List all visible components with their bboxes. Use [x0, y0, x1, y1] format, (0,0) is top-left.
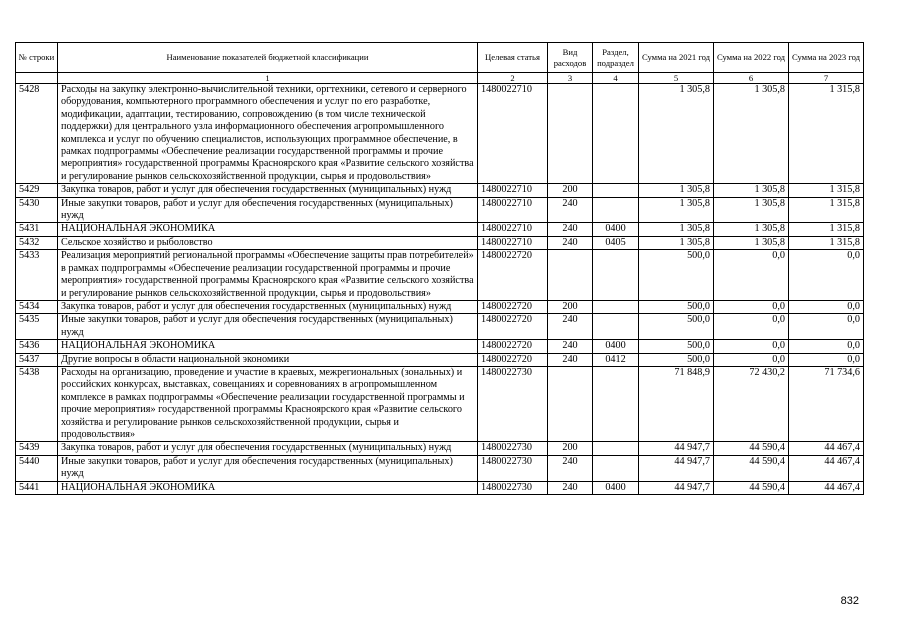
- sum-2023-cell: 1 315,8: [789, 223, 864, 236]
- sum-2023-cell: 1 315,8: [789, 84, 864, 184]
- header-kind: Вид расходов: [548, 43, 593, 73]
- sum-2022-cell: 44 590,4: [714, 481, 789, 494]
- column-number: 3: [548, 73, 593, 84]
- sum-2022-cell: 0,0: [714, 250, 789, 301]
- row-number-cell: 5437: [16, 353, 58, 366]
- sum-2021-cell: 44 947,7: [639, 442, 714, 455]
- sum-2022-cell: 0,0: [714, 314, 789, 340]
- column-number: 1: [58, 73, 478, 84]
- page-number: 832: [840, 595, 859, 607]
- target-article-cell: 1480022730: [478, 442, 548, 455]
- sum-2023-cell: 71 734,6: [789, 366, 864, 441]
- sum-2021-cell: 500,0: [639, 300, 714, 313]
- indicator-name-cell: НАЦИОНАЛЬНАЯ ЭКОНОМИКА: [58, 481, 478, 494]
- header-row-no: № строки: [16, 43, 58, 73]
- table-row: [16, 84, 864, 184]
- sum-2022-cell: 0,0: [714, 340, 789, 353]
- sum-2023-cell: 0,0: [789, 340, 864, 353]
- sum-2021-cell: 500,0: [639, 250, 714, 301]
- header-sum-2023: Сумма на 2023 год: [789, 43, 864, 73]
- indicator-name-cell: Реализация мероприятий региональной программы «Обеспечение защиты прав потребителей» в рамках подпрограммы «Обеспечение реализации государственной программы и прочие мероприятия» государственной программы Красноярского края «Развитие сельского хозяйства и регулирование рынков сельскохозяйственной продукции, сырья и продовольствия»: [58, 250, 478, 301]
- sum-2022-cell: 44 590,4: [714, 442, 789, 455]
- sum-2021-cell: 71 848,9: [639, 366, 714, 441]
- sum-2022-cell: 1 305,8: [714, 197, 789, 223]
- expense-kind-cell: 200: [548, 300, 593, 313]
- expense-kind-cell: 200: [548, 184, 593, 197]
- section-cell: [593, 442, 639, 455]
- table-row: [16, 442, 864, 455]
- sum-2023-cell: 44 467,4: [789, 481, 864, 494]
- indicator-name-cell: НАЦИОНАЛЬНАЯ ЭКОНОМИКА: [58, 340, 478, 353]
- indicator-name-cell: Иные закупки товаров, работ и услуг для обеспечения государственных (муниципальных) нужд: [58, 455, 478, 481]
- column-number: 4: [593, 73, 639, 84]
- expense-kind-cell: [548, 366, 593, 441]
- table-row: [16, 353, 864, 366]
- expense-kind-cell: 240: [548, 314, 593, 340]
- section-cell: 0400: [593, 223, 639, 236]
- sum-2023-cell: 0,0: [789, 250, 864, 301]
- sum-2023-cell: 1 315,8: [789, 184, 864, 197]
- target-article-cell: 1480022710: [478, 236, 548, 249]
- section-cell: 0400: [593, 340, 639, 353]
- expense-kind-cell: 240: [548, 223, 593, 236]
- target-article-cell: 1480022730: [478, 366, 548, 441]
- expense-kind-cell: 240: [548, 353, 593, 366]
- table-row: [16, 340, 864, 353]
- target-article-cell: 1480022720: [478, 314, 548, 340]
- indicator-name-cell: Закупка товаров, работ и услуг для обеспечения государственных (муниципальных) нужд: [58, 184, 478, 197]
- sum-2023-cell: 0,0: [789, 314, 864, 340]
- target-article-cell: 1480022730: [478, 455, 548, 481]
- sum-2021-cell: 1 305,8: [639, 197, 714, 223]
- column-number: 2: [478, 73, 548, 84]
- row-number-cell: 5440: [16, 455, 58, 481]
- header-section: Раздел, подраздел: [593, 43, 639, 73]
- indicator-name-cell: Иные закупки товаров, работ и услуг для обеспечения государственных (муниципальных) нужд: [58, 314, 478, 340]
- row-number-cell: 5430: [16, 197, 58, 223]
- row-number-cell: 5438: [16, 366, 58, 441]
- table-row: [16, 236, 864, 249]
- section-cell: [593, 250, 639, 301]
- section-cell: 0405: [593, 236, 639, 249]
- section-cell: [593, 314, 639, 340]
- table-row: [16, 250, 864, 301]
- row-number-cell: 5435: [16, 314, 58, 340]
- column-number: 6: [714, 73, 789, 84]
- target-article-cell: 1480022720: [478, 340, 548, 353]
- target-article-cell: 1480022730: [478, 481, 548, 494]
- indicator-name-cell: Расходы на закупку электронно-вычислительной техники, оргтехники, сетевого и серверного оборудования, компьютерного программного обеспечения и услуг по его разработке, модификации, адаптации, тестированию, сопровождению (в том числе технической поддержки) для центрального узла информационного обеспечения агропромышленного комплекса и услуг по обучению специалистов, использующих программное обеспечение, в рамках подпрограммы «Обеспечение реализации государственной программы и прочие мероприятия» государственной программы Красноярского края «Развитие сельского хозяйства и регулирование рынков сельскохозяйственной продукции, сырья и продовольствия»: [58, 84, 478, 184]
- expense-kind-cell: 200: [548, 442, 593, 455]
- expense-kind-cell: [548, 250, 593, 301]
- header-target: Целевая статья: [478, 43, 548, 73]
- indicator-name-cell: Сельское хозяйство и рыболовство: [58, 236, 478, 249]
- section-cell: 0412: [593, 353, 639, 366]
- section-cell: [593, 197, 639, 223]
- table-header-row: [16, 43, 864, 73]
- target-article-cell: 1480022720: [478, 300, 548, 313]
- sum-2021-cell: 44 947,7: [639, 455, 714, 481]
- budget-table: [15, 42, 864, 495]
- row-number-cell: 5434: [16, 300, 58, 313]
- row-number-cell: 5436: [16, 340, 58, 353]
- target-article-cell: 1480022710: [478, 184, 548, 197]
- sum-2023-cell: 0,0: [789, 300, 864, 313]
- column-number-row: [16, 73, 864, 84]
- column-number: 7: [789, 73, 864, 84]
- header-name: Наименование показателей бюджетной классификации: [58, 43, 478, 73]
- sum-2021-cell: 1 305,8: [639, 223, 714, 236]
- table-row: [16, 223, 864, 236]
- sum-2022-cell: 1 305,8: [714, 236, 789, 249]
- section-cell: [593, 455, 639, 481]
- sum-2023-cell: 1 315,8: [789, 236, 864, 249]
- sum-2022-cell: 1 305,8: [714, 184, 789, 197]
- indicator-name-cell: Расходы на организацию, проведение и участие в краевых, межрегиональных (зональных) и российских конкурсах, выставках, совещаниях и соревнованиях в агропромышленном комплексе в рамках подпрограммы «Обеспечение реализации государственной программы и прочие мероприятия» государственной программы Красноярского края «Развитие сельского хозяйства и регулирование рынков сельскохозяйственной продукции, сырья и продовольствия»: [58, 366, 478, 441]
- target-article-cell: 1480022720: [478, 353, 548, 366]
- section-cell: [593, 184, 639, 197]
- row-number-cell: 5431: [16, 223, 58, 236]
- expense-kind-cell: 240: [548, 236, 593, 249]
- row-number-cell: 5433: [16, 250, 58, 301]
- sum-2021-cell: 1 305,8: [639, 184, 714, 197]
- sum-2022-cell: 0,0: [714, 353, 789, 366]
- sum-2022-cell: 44 590,4: [714, 455, 789, 481]
- table-body: [16, 73, 864, 495]
- sum-2022-cell: 72 430,2: [714, 366, 789, 441]
- sum-2022-cell: 1 305,8: [714, 84, 789, 184]
- section-cell: [593, 300, 639, 313]
- sum-2021-cell: 500,0: [639, 314, 714, 340]
- table-row: [16, 455, 864, 481]
- indicator-name-cell: НАЦИОНАЛЬНАЯ ЭКОНОМИКА: [58, 223, 478, 236]
- row-number-cell: 5428: [16, 84, 58, 184]
- section-cell: 0400: [593, 481, 639, 494]
- table-row: [16, 184, 864, 197]
- header-sum-2022: Сумма на 2022 год: [714, 43, 789, 73]
- target-article-cell: 1480022710: [478, 197, 548, 223]
- sum-2021-cell: 44 947,7: [639, 481, 714, 494]
- sum-2022-cell: 1 305,8: [714, 223, 789, 236]
- indicator-name-cell: Другие вопросы в области национальной экономики: [58, 353, 478, 366]
- sum-2023-cell: 44 467,4: [789, 442, 864, 455]
- expense-kind-cell: [548, 84, 593, 184]
- section-cell: [593, 366, 639, 441]
- header-sum-2021: Сумма на 2021 год: [639, 43, 714, 73]
- table-row: [16, 314, 864, 340]
- section-cell: [593, 84, 639, 184]
- row-number-cell: 5439: [16, 442, 58, 455]
- indicator-name-cell: Иные закупки товаров, работ и услуг для обеспечения государственных (муниципальных) нужд: [58, 197, 478, 223]
- expense-kind-cell: 240: [548, 481, 593, 494]
- sum-2023-cell: 1 315,8: [789, 197, 864, 223]
- table-row: [16, 481, 864, 494]
- indicator-name-cell: Закупка товаров, работ и услуг для обеспечения государственных (муниципальных) нужд: [58, 442, 478, 455]
- expense-kind-cell: 240: [548, 340, 593, 353]
- row-number-cell: 5441: [16, 481, 58, 494]
- expense-kind-cell: 240: [548, 197, 593, 223]
- column-number: 5: [639, 73, 714, 84]
- row-number-cell: 5432: [16, 236, 58, 249]
- indicator-name-cell: Закупка товаров, работ и услуг для обеспечения государственных (муниципальных) нужд: [58, 300, 478, 313]
- target-article-cell: 1480022710: [478, 84, 548, 184]
- table-row: [16, 300, 864, 313]
- target-article-cell: 1480022710: [478, 223, 548, 236]
- sum-2022-cell: 0,0: [714, 300, 789, 313]
- sum-2021-cell: 1 305,8: [639, 236, 714, 249]
- column-number: [16, 73, 58, 84]
- table-row: [16, 366, 864, 441]
- target-article-cell: 1480022720: [478, 250, 548, 301]
- sum-2021-cell: 500,0: [639, 353, 714, 366]
- sum-2023-cell: 44 467,4: [789, 455, 864, 481]
- table-row: [16, 197, 864, 223]
- sum-2021-cell: 500,0: [639, 340, 714, 353]
- row-number-cell: 5429: [16, 184, 58, 197]
- sum-2021-cell: 1 305,8: [639, 84, 714, 184]
- expense-kind-cell: 240: [548, 455, 593, 481]
- sum-2023-cell: 0,0: [789, 353, 864, 366]
